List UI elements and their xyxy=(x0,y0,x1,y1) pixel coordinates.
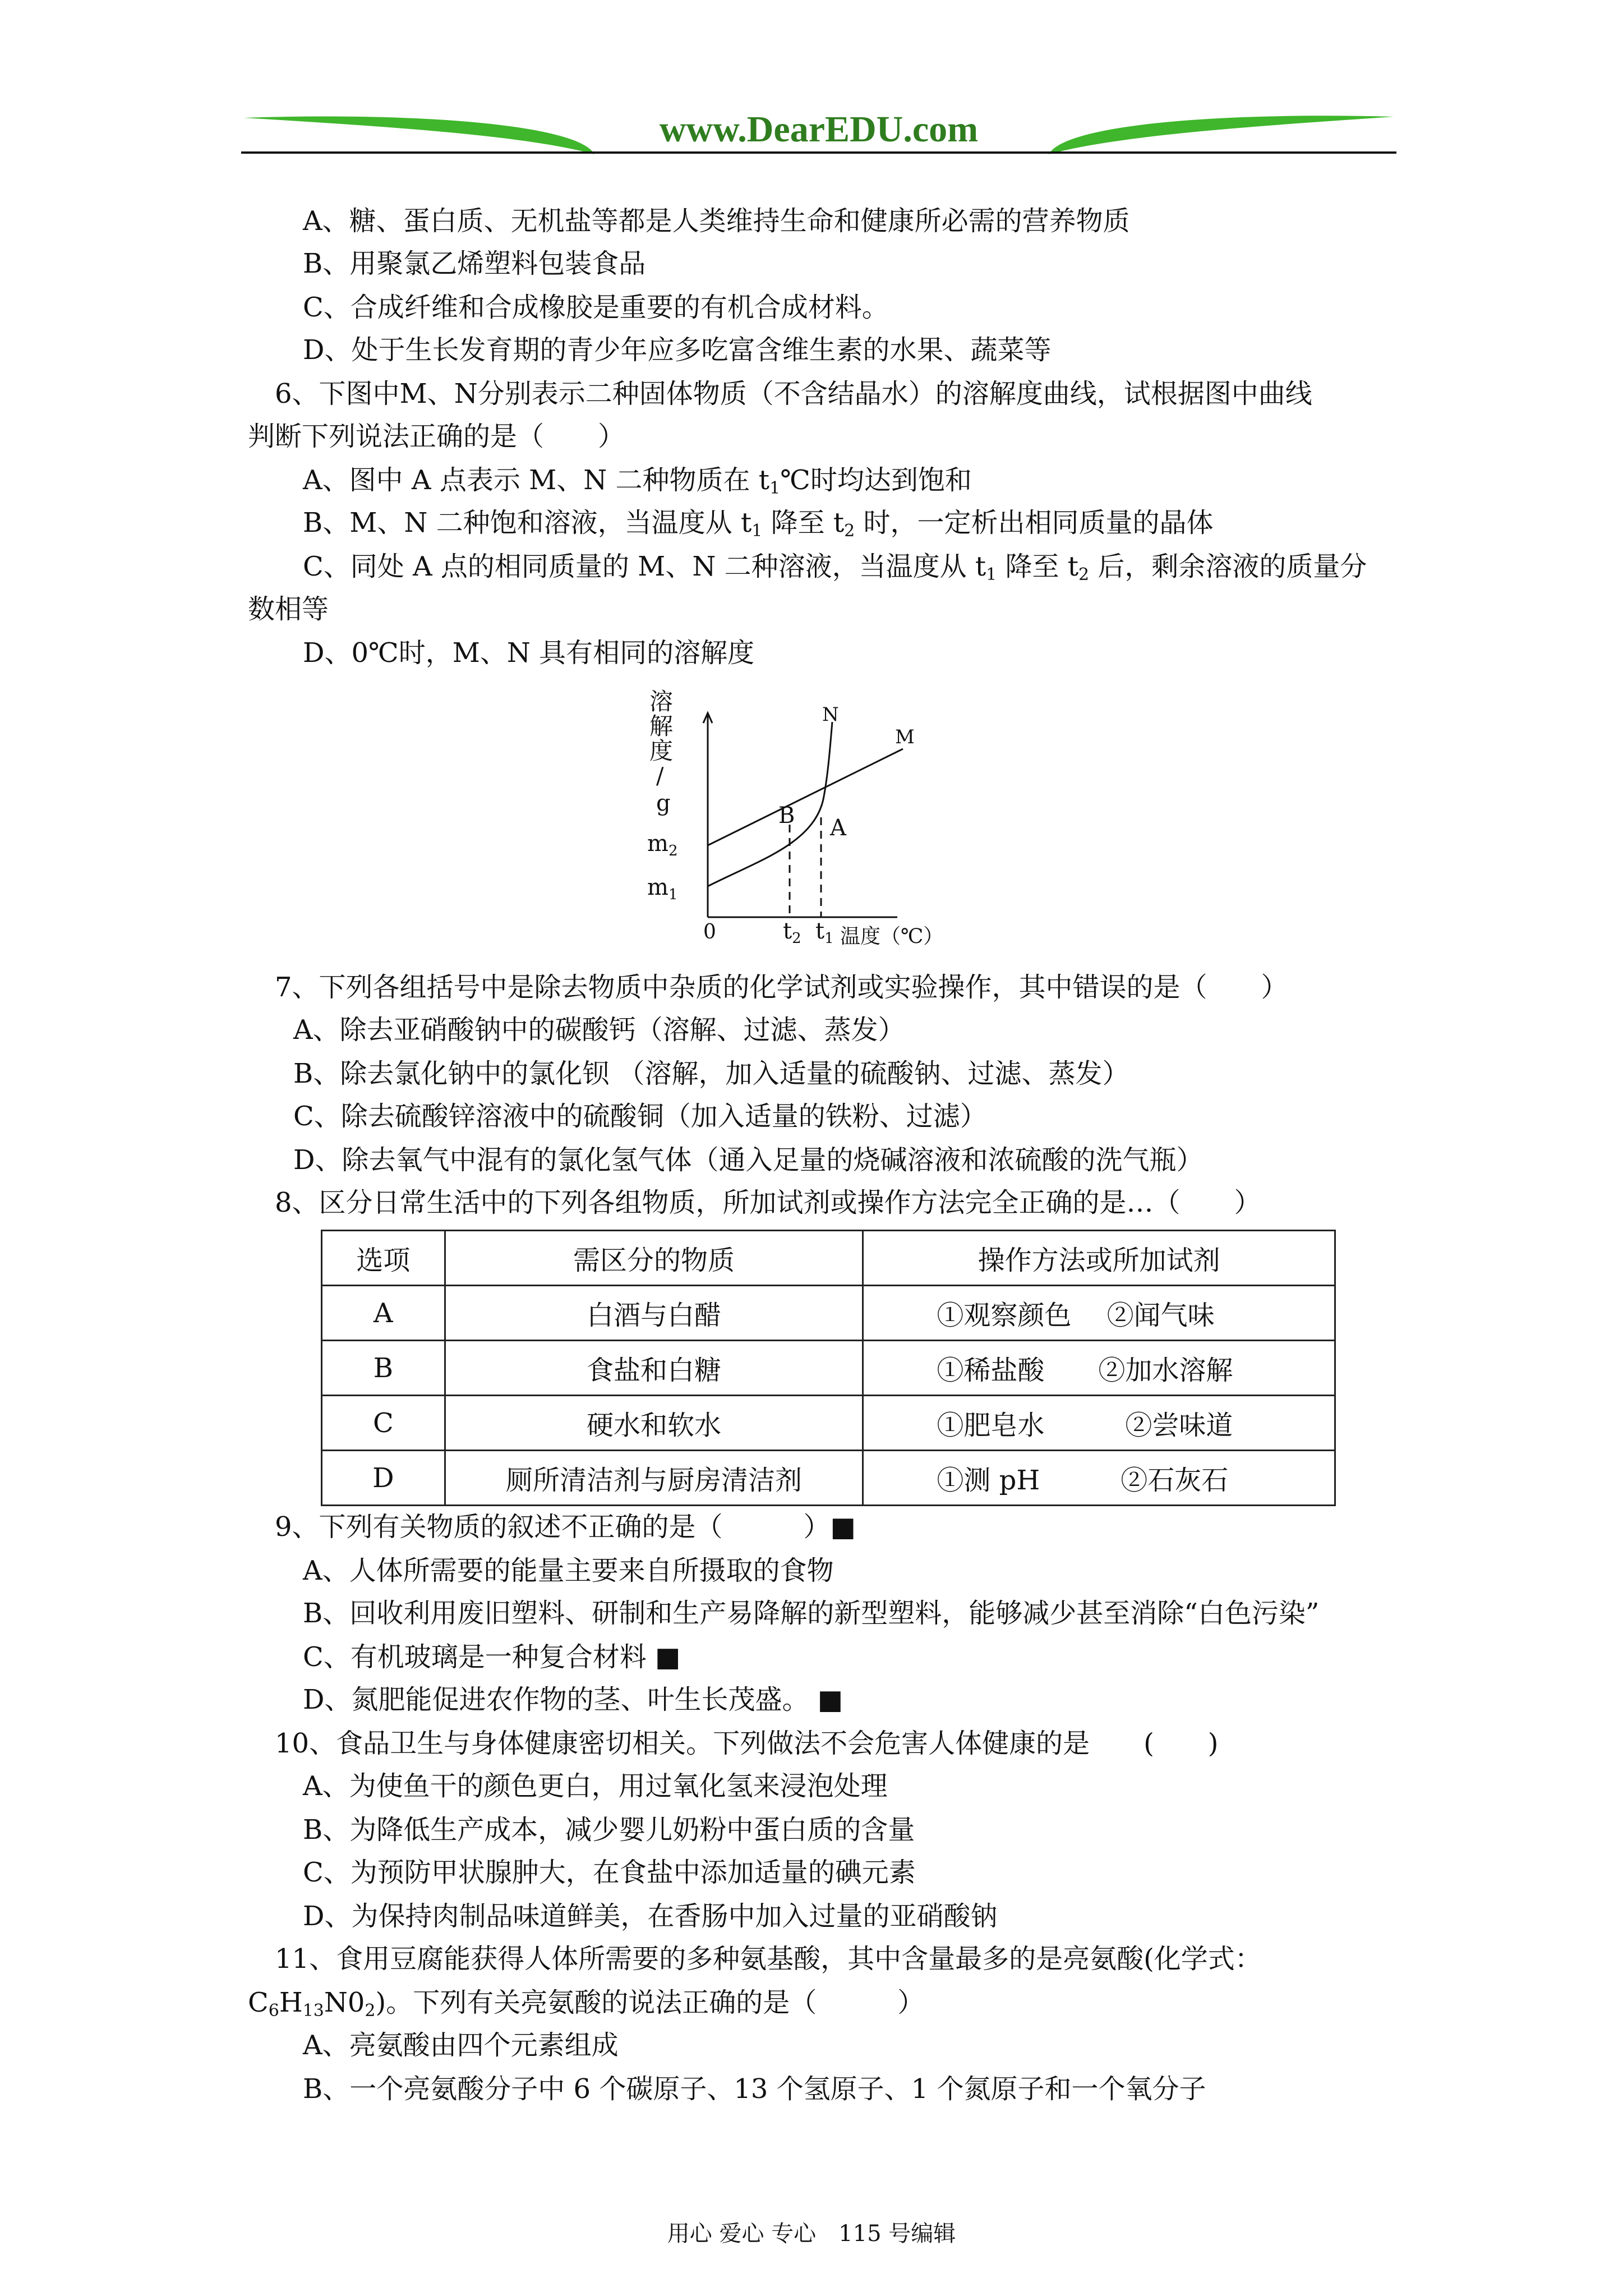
q10-option-c: C、为预防甲状腺肿大，在食盐中添加适量的碘元素 xyxy=(303,1857,916,1888)
q9-option-d: D、氮肥能促进农作物的茎、叶生长茂盛。 ■ xyxy=(303,1684,843,1715)
q7-option-a: A、除去亚硝酸钠中的碳酸钙（溶解、过滤、蒸发） xyxy=(293,1014,905,1046)
header-banner xyxy=(241,101,1396,163)
table-row xyxy=(322,1396,1335,1451)
table-cell-method: ①稀盐酸 ②加水溶解 xyxy=(863,1341,1335,1396)
y-tick-m1: $m_1$ xyxy=(647,875,678,903)
left-leaf-swoosh xyxy=(244,117,594,154)
table-cell-option: C xyxy=(322,1396,445,1451)
ylabel-char-4: / xyxy=(656,763,664,789)
ylabel-char-2: 解 xyxy=(649,712,674,740)
table-header-substance: 需区分的物质 xyxy=(445,1231,863,1286)
table-row xyxy=(322,1341,1335,1396)
n-curve xyxy=(708,722,832,886)
q8-stem: 8、区分日常生活中的下列各组物质，所加试剂或操作方法完全正确的是…（ ） xyxy=(275,1187,1261,1218)
q9-option-a: A、人体所需要的能量主要来自所摄取的食物 xyxy=(303,1555,834,1586)
x-tick-t1: $t_1$ xyxy=(815,918,834,947)
q11-option-b: B、一个亮氨酸分子中 6 个碳原子、13 个氢原子、1 个氮原子和一个氧分子 xyxy=(303,2073,1206,2105)
q7-option-c: C、除去硫酸锌溶液中的硫酸铜（加入适量的铁粉、过滤） xyxy=(293,1101,987,1132)
q8-table xyxy=(321,1230,1336,1506)
q5-option-a: A、糖、蛋白质、无机盐等都是人类维持生命和健康所必需的营养物质 xyxy=(303,205,1130,237)
table-cell-method: ①测 pH ②石灰石 xyxy=(863,1451,1335,1506)
q6-option-d: D、0℃时，M、N 具有相同的溶解度 xyxy=(303,637,755,669)
table-cell-method: ①观察颜色 ②闻气味 xyxy=(863,1286,1335,1341)
table-cell-option: A xyxy=(322,1286,445,1341)
table-cell-substance: 厕所清洁剂与厨房清洁剂 xyxy=(445,1451,863,1506)
origin-label: 0 xyxy=(703,921,716,944)
q5-option-d: D、处于生长发育期的青少年应多吃富含维生素的水果、蔬菜等 xyxy=(303,334,1052,366)
q6-stem-line1: 6、下图中M、N分别表示二种固体物质（不含结晶水）的溶解度曲线，试根据图中曲线 xyxy=(275,378,1312,409)
y-tick-m2: $m_2$ xyxy=(647,831,678,859)
q9-option-c: C、有机玻璃是一种复合材料 ■ xyxy=(303,1641,681,1673)
q6-stem-line2: 判断下列说法正确的是（ ） xyxy=(248,421,625,452)
table-cell-substance: 白酒与白醋 xyxy=(445,1286,863,1341)
q11-stem-line1: 11、食用豆腐能获得人体所需要的多种氨基酸，其中含量最多的是亮氨酸(化学式： xyxy=(275,1943,1262,1975)
site-logo-text: www.DearEDU.com xyxy=(659,109,979,150)
table-cell-option: D xyxy=(322,1451,445,1506)
table-header-method: 操作方法或所加试剂 xyxy=(863,1231,1335,1286)
q7-option-b: B、除去氯化钠中的氯化钡 （溶解，加入适量的硫酸钠、过滤、蒸发） xyxy=(293,1058,1129,1089)
series-label-n: N xyxy=(822,703,839,726)
x-axis-label: 温度（℃） xyxy=(840,925,944,948)
q10-option-b: B、为降低生产成本，减少婴儿奶粉中蛋白质的含量 xyxy=(303,1814,915,1846)
point-label-b: B xyxy=(778,803,795,829)
table-cell-option: B xyxy=(322,1341,445,1396)
q10-option-a: A、为使鱼干的颜色更白，用过氧化氢来浸泡处理 xyxy=(303,1770,888,1802)
q5-option-b: B、用聚氯乙烯塑料包装食品 xyxy=(303,248,646,279)
q7-stem: 7、下列各组括号中是除去物质中杂质的化学试剂或实验操作，其中错误的是（ ） xyxy=(275,972,1288,1003)
x-tick-t2: $t_2$ xyxy=(783,918,801,947)
right-leaf-swoosh xyxy=(1049,116,1394,154)
ylabel-char-1: 溶 xyxy=(649,688,674,715)
q11-option-a: A、亮氨酸由四个元素组成 xyxy=(303,2030,619,2061)
table-header-row xyxy=(322,1231,1335,1286)
table-cell-substance: 硬水和软水 xyxy=(445,1396,863,1451)
solubility-chart xyxy=(645,687,993,954)
q10-option-d: D、为保持肉制品味道鲜美，在香肠中加入过量的亚硝酸钠 xyxy=(303,1901,998,1932)
q11-stem-line2: $C_6H_{13}N0_2$)。下列有关亮氨酸的说法正确的是（ ） xyxy=(248,1987,925,2021)
table-cell-substance: 食盐和白糖 xyxy=(445,1341,863,1396)
q10-stem: 10、食品卫生与身体健康密切相关。下列做法不会危害人体健康的是 ( ) xyxy=(275,1728,1219,1759)
q9-option-b: B、回收利用废旧塑料、研制和生产易降解的新型塑料，能够减少甚至消除“白色污染” xyxy=(303,1598,1320,1629)
table-header-option: 选项 xyxy=(322,1231,445,1286)
ylabel-char-5: g xyxy=(656,790,671,816)
page-footer: 用心 爱心 专心 115 号编辑 xyxy=(667,2221,956,2247)
series-label-m: M xyxy=(895,726,915,748)
q5-option-c: C、合成纤维和合成橡胶是重要的有机合成材料。 xyxy=(303,292,889,323)
q6-option-b: B、M、N 二种饱和溶液，当温度从 $t_1$ 降至 $t_2$ 时，一定析出相同质量的晶体 xyxy=(303,507,1214,541)
table-row xyxy=(322,1451,1335,1506)
q6-option-c: C、同处 A 点的相同质量的 M、N 二种溶液，当温度从 $t_1$ 降至 $t_2$ 后，剩余溶液的质量分 xyxy=(303,551,1367,585)
ylabel-char-3: 度 xyxy=(649,737,674,765)
point-label-a: A xyxy=(830,815,846,841)
q9-stem: 9、下列有关物质的叙述不正确的是（ ）■ xyxy=(275,1511,856,1543)
q7-option-d: D、除去氧气中混有的氯化氢气体（通入足量的烧碱溶液和浓硫酸的洗气瓶） xyxy=(293,1144,1204,1176)
q6-option-a: A、图中 A 点表示 M、N 二种物质在 $t_1℃$时均达到饱和 xyxy=(303,464,972,498)
table-row xyxy=(322,1286,1335,1341)
table-cell-method: ①肥皂水 ②尝味道 xyxy=(863,1396,1335,1451)
q6-option-c-cont: 数相等 xyxy=(248,593,329,625)
